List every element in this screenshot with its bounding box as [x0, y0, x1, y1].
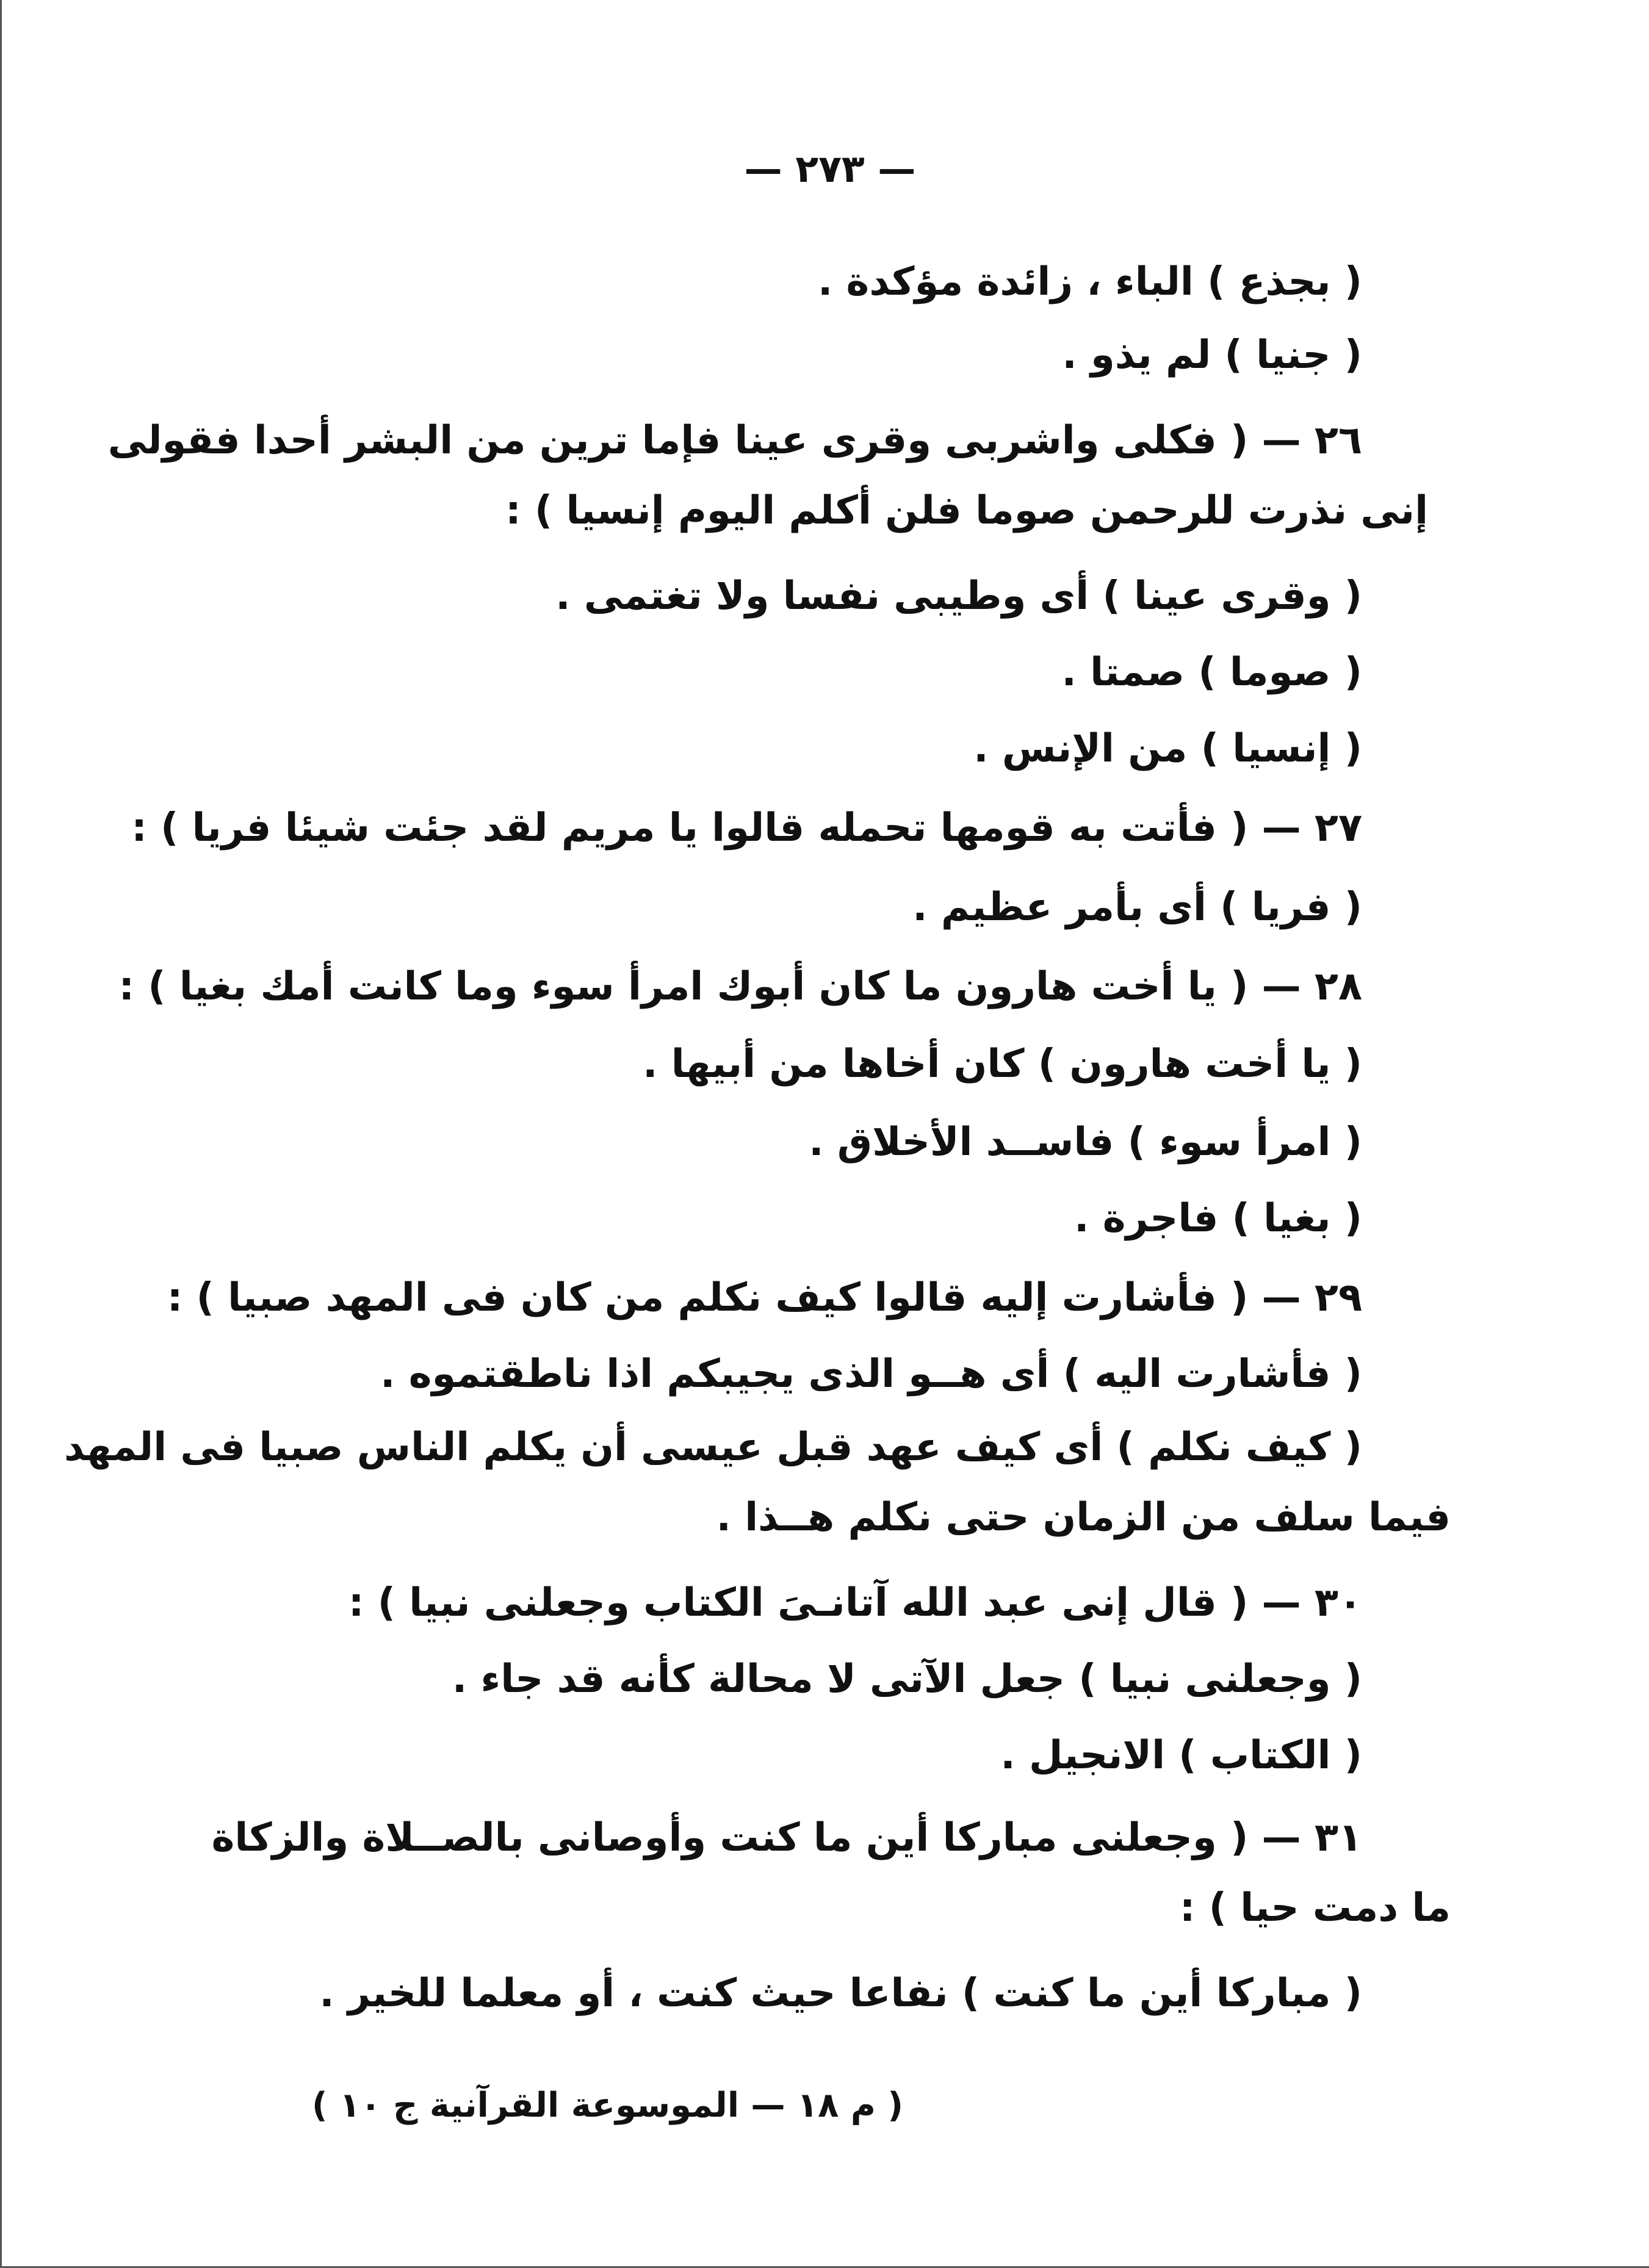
gloss-line: ( بجذع ) الباء ، زائدة مؤكدة . — [817, 259, 1362, 304]
gloss-line: ( الكتاب ) الانجيل . — [1000, 1733, 1362, 1778]
gloss-line: ( امرأ سوء ) فاســد الأخلاق . — [809, 1120, 1362, 1165]
gloss-line: ( إنسيا ) من الإنس . — [973, 726, 1362, 771]
gloss-line: ( مباركا أين ما كنت ) نفاعا حيث كنت ، أو معلما للخير . — [319, 1971, 1362, 2016]
gloss-line: ( فريا ) أى بأمر عظيم . — [912, 885, 1362, 930]
gloss-line: ( جنيا ) لم يذو . — [1062, 333, 1362, 378]
gloss-line: ( صوما ) صمتا . — [1061, 650, 1362, 695]
verse-line: ٢٩ — ( فأشارت إليه قالوا كيف نكلم من كان فى المهد صبيا ) : — [167, 1275, 1362, 1320]
verse-line: ٣١ — ( وجعلنى مباركا أين ما كنت وأوصانى بالصــلاة والزكاة — [211, 1815, 1362, 1860]
gloss-line: فيما سلف من الزمان حتى نكلم هــذا . — [716, 1495, 1451, 1540]
gloss-line: ( كيف نكلم ) أى كيف عهد قبل عيسى أن يكلم الناس صبيا فى المهد — [64, 1425, 1362, 1470]
verse-line: ٣٠ — ( قال إنى عبد الله آتانـىَ الكتاب وجعلنى نبيا ) : — [348, 1580, 1362, 1625]
gloss-line: ( فأشارت اليه ) أى هــو الذى يجيبكم اذا ناطقتموه . — [380, 1352, 1362, 1397]
gloss-line: ( بغيا ) فاجرة . — [1074, 1196, 1362, 1241]
verse-line: ٢٦ — ( فكلى واشربى وقرى عينا فإما ترين من البشر أحدا فقولى — [107, 418, 1362, 463]
gloss-line: ( وجعلنى نبيا ) جعل الآتى لا محالة كأنه قد جاء . — [452, 1657, 1362, 1702]
page-number: — ٢٧٣ — — [744, 146, 916, 191]
verse-line: ٢٨ — ( يا أخت هارون ما كان أبوك امرأ سوء وما كانت أمك بغيا ) : — [118, 964, 1362, 1009]
verse-line: ٢٧ — ( فأتت به قومها تحمله قالوا يا مريم لقد جئت شيئا فريا ) : — [131, 805, 1362, 851]
verse-line: إنى نذرت للرحمن صوما فلن أكلم اليوم إنسيا ) : — [505, 488, 1428, 533]
page-footer: ( م ١٨ — الموسوعة القرآنية ج ١٠ ) — [312, 2086, 903, 2125]
verse-line: ما دمت حيا ) : — [1179, 1885, 1451, 1931]
gloss-line: ( وقرى عينا ) أى وطيبى نفسا ولا تغتمى . — [555, 574, 1362, 619]
gloss-line: ( يا أخت هارون ) كان أخاها من أبيها . — [643, 1042, 1362, 1087]
